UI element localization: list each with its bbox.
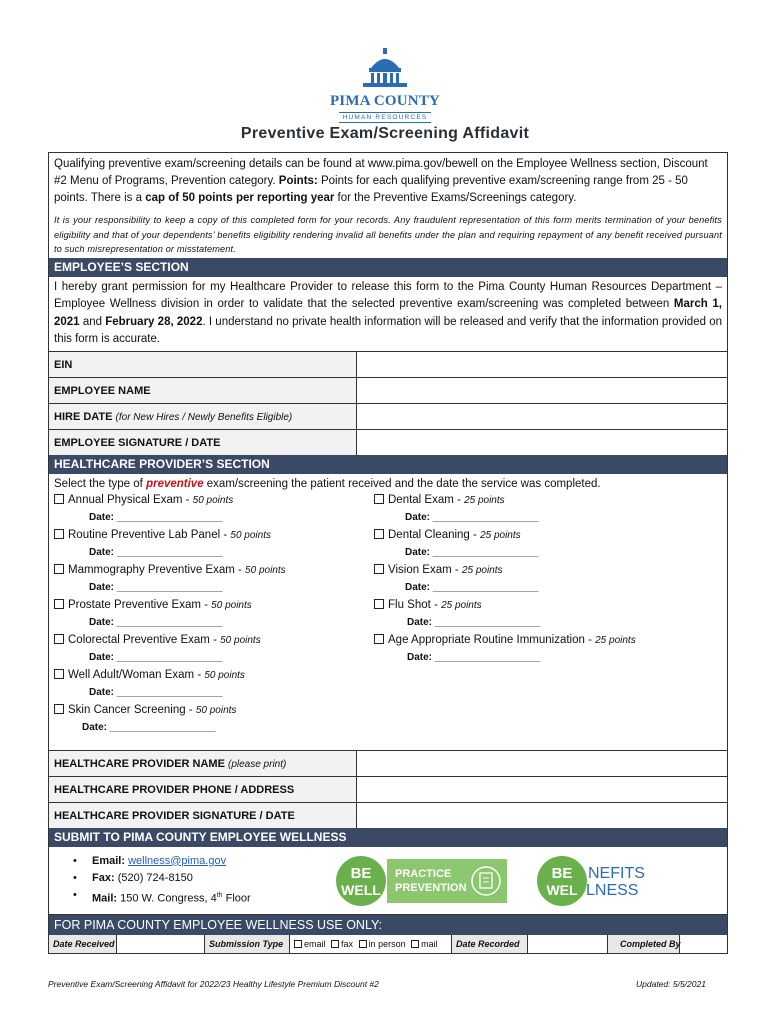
exam-option[interactable]: Age Appropriate Routine Immunization - 25 points xyxy=(374,634,636,646)
footer-updated-date: Updated: 5/5/2021 xyxy=(636,979,706,989)
exam-option[interactable]: Routine Preventive Lab Panel - 50 points xyxy=(54,529,271,541)
fax-checkbox[interactable] xyxy=(331,940,339,948)
intro-paragraph: Qualifying preventive exam/screening details can be found at www.pima.gov/bewell on the Employee Wellness section, Discount #2 Menu of Programs, Prevention category. Points: Points for each qualifying preventive exam/screening range from 25 - 50 points. There is a cap of 50 points per reporting year for the Preventive Exams/Screenings category. xyxy=(54,158,708,204)
provider-phone-label: HEALTHCARE PROVIDER PHONE / ADDRESS xyxy=(49,777,357,802)
affidavit-form xyxy=(48,152,728,922)
checkbox[interactable] xyxy=(374,494,384,504)
checkbox[interactable] xyxy=(374,529,384,539)
exam-date-line[interactable]: Date: ___________________ xyxy=(89,581,223,593)
ein-row xyxy=(49,351,727,377)
exam-option[interactable]: Skin Cancer Screening - 50 points xyxy=(54,704,236,716)
submission-type-options: email fax in person mail xyxy=(290,935,452,953)
provider-phone-row xyxy=(49,776,727,802)
date-received-label: Date Received xyxy=(49,935,117,953)
badge1-well: WELL xyxy=(341,881,381,898)
badge1-text2: PREVENTION xyxy=(395,881,467,894)
hire-date-label: HIRE DATE (for New Hires / Newly Benefits Eligible) xyxy=(49,404,357,429)
in-person-checkbox[interactable] xyxy=(359,940,367,948)
checkbox[interactable] xyxy=(374,564,384,574)
submit-section-heading: SUBMIT TO PIMA COUNTY EMPLOYEE WELLNESS xyxy=(49,828,727,847)
office-use-heading: FOR PIMA COUNTY EMPLOYEE WELLNESS USE ONLY: xyxy=(49,915,727,935)
badge1-be: BE xyxy=(350,864,372,882)
provider-signature-field[interactable] xyxy=(357,803,727,828)
checkbox[interactable] xyxy=(54,634,64,644)
exam-option[interactable]: Dental Exam - 25 points xyxy=(374,494,505,506)
mail-checkbox[interactable] xyxy=(411,940,419,948)
footer-form-title: Preventive Exam/Screening Affidavit for 2022/23 Healthy Lifestyle Premium Discount #2 xyxy=(48,979,379,989)
checkbox[interactable] xyxy=(54,704,64,714)
checkbox[interactable] xyxy=(54,564,64,574)
employee-name-label: EMPLOYEE NAME xyxy=(49,378,357,403)
badge2-well: WEL xyxy=(546,881,578,898)
email-link[interactable]: wellness@pima.gov xyxy=(128,854,227,867)
exam-option[interactable]: Colorectal Preventive Exam - 50 points xyxy=(54,634,261,646)
date-received-field[interactable] xyxy=(117,935,205,953)
employee-name-row xyxy=(49,377,727,403)
exam-option[interactable]: Well Adult/Woman Exam - 50 points xyxy=(54,669,245,681)
checkbox[interactable] xyxy=(374,599,384,609)
employee-name-field[interactable] xyxy=(357,378,727,403)
email-checkbox[interactable] xyxy=(294,940,302,948)
provider-name-row xyxy=(49,750,727,776)
pima-county-logo xyxy=(325,48,445,123)
exam-checklist xyxy=(49,492,727,750)
employee-signature-label: EMPLOYEE SIGNATURE / DATE xyxy=(49,430,357,455)
logo-name: PIMA COUNTY xyxy=(329,93,441,109)
exam-option[interactable]: Annual Physical Exam - 50 points xyxy=(54,494,233,506)
provider-phone-field[interactable] xyxy=(357,777,727,802)
checkbox[interactable] xyxy=(54,529,64,539)
page-title: Preventive Exam/Screening Affidavit xyxy=(240,125,530,142)
completed-by-field[interactable] xyxy=(680,935,727,953)
capitol-dome-icon xyxy=(355,48,415,88)
exam-option[interactable]: Vision Exam - 25 points xyxy=(374,564,503,576)
badge2-be: BE xyxy=(551,864,573,882)
exam-date-line[interactable]: Date: ___________________ xyxy=(405,546,539,558)
office-use-section xyxy=(48,914,728,954)
submit-fax: • Fax: (520) 724-8150 xyxy=(69,870,251,887)
submit-mail: • Mail: 150 W. Congress, 4th Floor xyxy=(69,887,251,908)
submit-details xyxy=(49,847,727,921)
exam-option[interactable]: Flu Shot - 25 points xyxy=(374,599,482,611)
office-use-row xyxy=(49,935,727,953)
completed-by-label: Completed By xyxy=(608,935,680,953)
date-recorded-field[interactable] xyxy=(528,935,608,953)
exam-date-line[interactable]: Date: ___________________ xyxy=(89,616,223,628)
badge2-nefits: NEFITS xyxy=(588,864,645,882)
exam-date-line[interactable]: Date: ___________________ xyxy=(89,546,223,558)
provider-signature-label: HEALTHCARE PROVIDER SIGNATURE / DATE xyxy=(49,803,357,828)
ein-field[interactable] xyxy=(357,352,727,377)
exam-date-line[interactable]: Date: ___________________ xyxy=(405,511,539,523)
exam-date-line[interactable]: Date: ___________________ xyxy=(407,651,541,663)
date-recorded-label: Date Recorded xyxy=(452,935,528,953)
submission-type-label: Submission Type xyxy=(205,935,290,953)
checkbox[interactable] xyxy=(374,634,384,644)
provider-signature-row xyxy=(49,802,727,828)
badge1-text1: PRACTICE xyxy=(395,867,452,880)
exam-option[interactable]: Prostate Preventive Exam - 50 points xyxy=(54,599,252,611)
checkbox[interactable] xyxy=(54,599,64,609)
hire-date-field[interactable] xyxy=(357,404,727,429)
be-well-benefits-wellness-badge xyxy=(536,855,646,907)
logo-subtitle: HUMAN RESOURCES xyxy=(339,112,432,123)
submit-methods xyxy=(69,853,251,908)
employee-section-heading: EMPLOYEE’S SECTION xyxy=(49,258,727,277)
exam-date-line[interactable]: Date: ___________________ xyxy=(89,651,223,663)
provider-name-field[interactable] xyxy=(357,751,727,776)
exam-date-line[interactable]: Date: ___________________ xyxy=(405,581,539,593)
exam-date-line[interactable]: Date: ___________________ xyxy=(82,721,216,733)
checkbox[interactable] xyxy=(54,669,64,679)
exam-date-line[interactable]: Date: ___________________ xyxy=(407,616,541,628)
provider-section-heading: HEALTHCARE PROVIDER’S SECTION xyxy=(49,455,727,474)
badge2-lness: LNESS xyxy=(586,881,639,899)
hire-date-row xyxy=(49,403,727,429)
employee-signature-field[interactable] xyxy=(357,430,727,455)
exam-date-line[interactable]: Date: ___________________ xyxy=(89,686,223,698)
responsibility-note: It is your responsibility to keep a copy of this completed form for your records. Any fraudulent representation of this form merits termination of your benefits eligibility and that of your dependents’ benefits eligibility rendering invalid all benefits under the plan and requiring repayment of any benefit received pursuant to such misrepresentation or misstatement. xyxy=(54,215,722,254)
be-well-practice-prevention-badge xyxy=(335,855,509,907)
select-instruction: Select the type of preventive exam/screening the patient received and the date the service was completed. xyxy=(54,477,601,490)
exam-option[interactable]: Mammography Preventive Exam - 50 points xyxy=(54,564,286,576)
employee-signature-row xyxy=(49,429,727,455)
checkbox[interactable] xyxy=(54,494,64,504)
ein-label: EIN xyxy=(49,352,357,377)
employee-permission-paragraph: I hereby grant permission for my Healthcare Provider to release this form to the Pima County Human Resources Department – Employee Wellness division in order to validate that the selected preventive exam/screening was completed between March 1, 2021 and February 28, 2022. I understand no private health information will be released and verify that the information provided on this form is accurate. xyxy=(54,280,723,345)
exam-date-line[interactable]: Date: ___________________ xyxy=(89,511,223,523)
exam-option[interactable]: Dental Cleaning - 25 points xyxy=(374,529,521,541)
submit-email: • Email: wellness@pima.gov xyxy=(69,853,251,870)
provider-name-label: HEALTHCARE PROVIDER NAME (please print) xyxy=(49,751,357,776)
